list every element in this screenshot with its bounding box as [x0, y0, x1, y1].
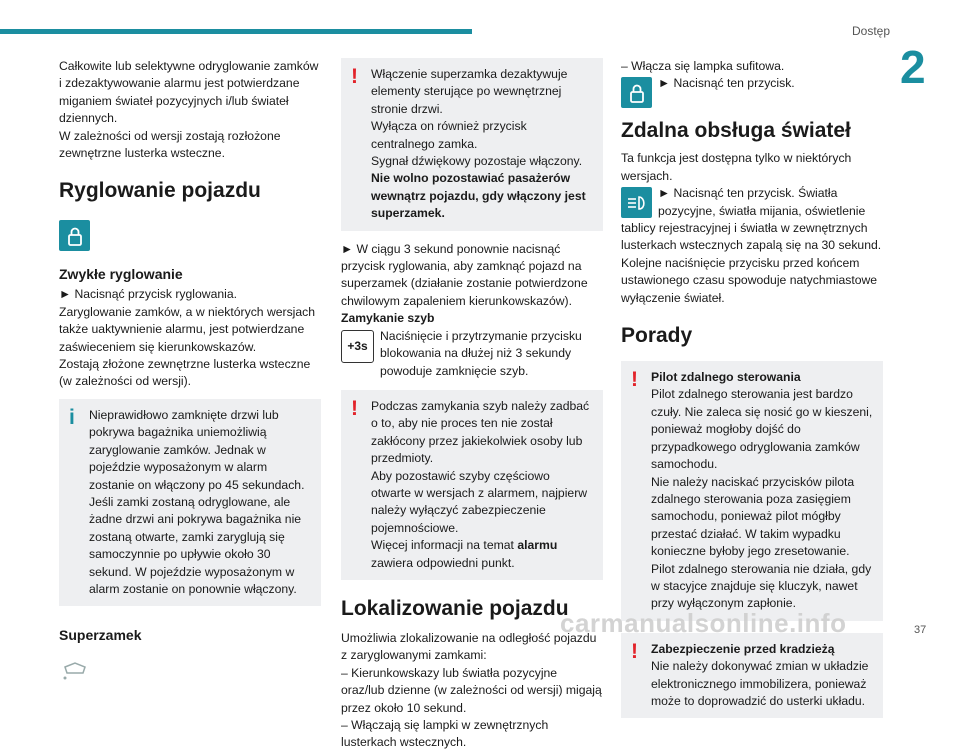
heading-zdalna: Zdalna obsługa świateł — [621, 119, 851, 143]
lock-paragraph: Zaryglowanie zamków, a w niektórych wersjach także uaktywnienie alarmu, jest potwierdzane zaświeceniem się kierunkowskazów. — [59, 304, 316, 354]
lock-button-icon — [59, 220, 90, 251]
heading-porady: Porady — [621, 324, 693, 348]
tip-remote-text: Pilot zdalnego sterowania jest bardzo czuły. Nie zaleca się nosić go w kieszeni, ponieważ mogłoby dojść do przypadkowego odryglowania zamków samochodu. Nie należy naciskać przycisków pilota zdalnego sterowania poza zasięgiem samochodu, ponieważ pilot mógłby przestać działać. W takim wypadku konieczne byłoby jego zresetowanie. Pilot zdalnego sterowania nie działa, gdy w stacyjce znajduje się kluczyk, nawet przy wyłączonym zapłonie. — [651, 387, 873, 611]
windows-heading: Zamykanie szyb — [341, 311, 435, 326]
tip-remote — [621, 361, 883, 621]
warning-superlock-text: Włączenie superzamka dezaktywuje elementy sterujące po wewnętrznej stronie drzwi. Wyłącza on również przycisk centralnego zamka. Sygnał dźwiękowy pozostaje włączony. — [371, 67, 583, 169]
watermark: carmanualsonline.info — [560, 608, 847, 638]
warning-windows-text: Podczas zamykania szyb należy zadbać o to, aby nie proces ten nie został zakłócony przez jakiekolwiek osoby lub przedmioty. Aby pozostawić szyby częściowo otwarte w wersjach z alarmem, najpierw należy wyłączyć zabezpieczenie pojemnościowe. — [371, 398, 590, 535]
warning-superlock — [341, 58, 603, 231]
mirror-paragraph: Zostają złożone zewnętrzne lusterka wsteczne (w zależności od wersji). — [59, 357, 311, 389]
intro-text: Całkowite lub selektywne odryglowanie zamków i zdezaktywowanie alarmu jest potwierdzane miganiem świateł pozycyjnych i/lub świateł dziennych. — [59, 59, 319, 126]
warning-windows — [341, 390, 603, 580]
warning-icon: ! — [631, 368, 638, 392]
page-number: 37 — [914, 624, 927, 636]
subheading-zwykle: Zwykłe ryglowanie — [59, 266, 183, 283]
info-note — [59, 399, 321, 606]
tip-antitheft-title: Zabezpieczenie przed kradzieżą — [651, 641, 835, 656]
warning-windows-more: Więcej informacji na temat alarmu zawiera odpowiedni punkt. — [371, 538, 558, 570]
warning-icon: ! — [631, 639, 638, 663]
intro-text-2: W zależności od wersji zostają rozłożone zewnętrzne lusterka wsteczne. — [59, 128, 281, 161]
column-2 — [341, 58, 603, 752]
locate-item-2: – Włączają się lampki w zewnętrznych lusterkach wstecznych. — [341, 718, 549, 750]
section-title: Dostęp — [852, 24, 891, 38]
locate-paragraph: Umożliwia zlokalizowanie na odległość pojazdu z zaryglowanymi zamkami: — [341, 630, 597, 663]
warning-icon: ! — [351, 65, 358, 88]
locate-item-3: – Włącza się lampka sufitowa. — [621, 59, 785, 73]
superlock-icon — [59, 654, 90, 685]
tip-antitheft-text: Nie należy dokonywać zmian w układzie elektronicznego immobilizera, ponieważ może to doprowadzić do usterki układu. — [651, 659, 869, 708]
lights-paragraph-2: Kolejne naciśnięcie przycisku przed końcem ustawionego czasu spowoduje natychmiastowe wyłączenie świateł. — [621, 255, 878, 305]
info-icon: i — [69, 405, 75, 429]
header-bar — [0, 29, 472, 34]
heading-ryglowanie: Ryglowanie pojazdu — [59, 179, 261, 203]
lights-step: ► Nacisnąć ten przycisk. Światła pozycyjne, światła mijania, oświetlenie tablicy rejestracyjnej i światła w zewnętrznych lusterkach wstecznych zapalą się na 30 sekund. — [621, 186, 882, 253]
lights-paragraph: Ta funkcja jest dostępna tylko w niektórych wersjach. — [621, 151, 852, 183]
step-lock: ► Nacisnąć przycisk ryglowania. — [59, 287, 238, 302]
windows-text: Naciśnięcie i przytrzymanie przycisku blokowania na dłużej niż 3 sekundy powoduje zamknięcie szyb. — [380, 328, 582, 378]
lock-button-icon — [621, 77, 652, 108]
locate-step: ► Nacisnąć ten przycisk. — [658, 76, 795, 91]
tip-remote-title: Pilot zdalnego sterowania — [651, 370, 801, 385]
column-1 — [59, 58, 321, 685]
superlock-step: ► W ciągu 3 sekund ponownie nacisnąć przycisk ryglowania, aby zamknąć pojazd na superzamek (działanie zostanie potwierdzone chwilowym zapaleniem kierunkowskazów). — [341, 241, 588, 308]
warning-superlock-bold: Nie wolno pozostawiać pasażerów wewnątrz pojazdu, gdy włączony jest superzamek. — [371, 171, 586, 221]
locate-item-1: – Kierunkowskazy lub światła pozycyjne oraz/lub dzienne (w zależności od wersji) migają przez około 10 sekund. — [341, 665, 602, 715]
info-note-text: Nieprawidłowo zamknięte drzwi lub pokrywa bagażnika uniemożliwią zaryglowanie zamków. Jednak w pojeździe wyposażonym w alarm zostanie on włączony po 45 sekundach. Jeśli zamki zostaną odryglowane, ale żadne drzwi ani pokrywa bagażnika nie zostaną otwarte, zamki zaryglują się samoczynnie po upływie około 30 sekund. W pojeździe wyposażonym w alarm zostanie on ponownie włączony. — [89, 407, 305, 596]
headlight-button-icon — [621, 187, 652, 218]
warning-icon: ! — [351, 396, 358, 420]
tip-antitheft — [621, 633, 883, 719]
plus-3s-icon: +3s — [341, 330, 374, 363]
subheading-superzamek: Superzamek — [59, 627, 142, 644]
heading-lokalizowanie: Lokalizowanie pojazdu — [341, 596, 569, 620]
chapter-number: 2 — [900, 41, 926, 93]
